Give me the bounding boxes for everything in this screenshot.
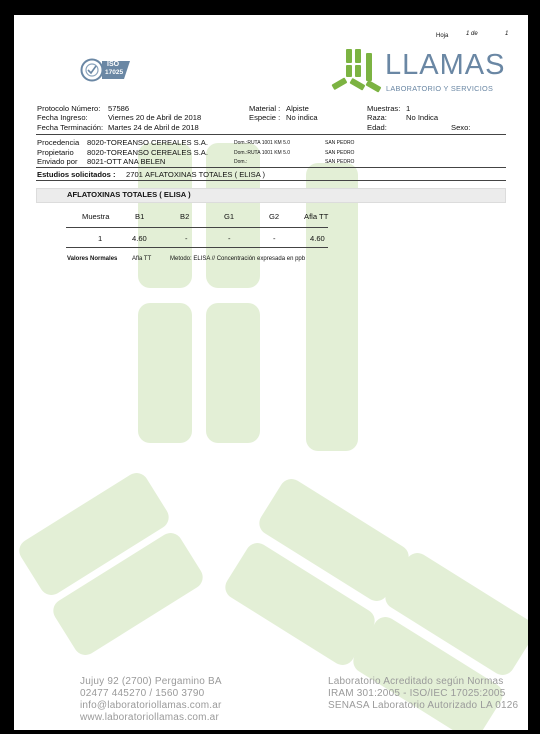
muestras-value: 1 [406, 104, 411, 113]
footer-norms: IRAM 301:2005 - ISO/IEC 17025:2005 [328, 688, 506, 699]
normal-values-analyte: Afla TT [132, 256, 152, 262]
page-shadow [528, 15, 540, 730]
col-header-b2: B2 [180, 212, 190, 221]
watermark-bar [138, 303, 192, 443]
col-header-g1: G1 [224, 212, 235, 221]
cell-b2: - [185, 234, 188, 243]
raza-value: No Indica [406, 113, 439, 122]
brand-subtitle: LABORATORIO Y SERVICIOS [386, 84, 494, 93]
enviado-city: SAN PEDRO [325, 159, 355, 165]
page-total: 1 [505, 31, 509, 37]
terminacion-label: Fecha Terminación: [37, 123, 104, 132]
material-label: Material : [249, 104, 281, 113]
col-header-aflatt: Afla TT [304, 212, 329, 221]
footer-senasa: SENASA Laboratorio Autorizado LA 0126 [328, 700, 519, 711]
normal-values-method: Metodo: ELISA // Concentración expresada en ppb [170, 256, 306, 262]
col-header-g2: G2 [269, 212, 280, 221]
iso-number: 17025 [105, 69, 124, 76]
table-divider [66, 247, 328, 248]
section-title: AFLATOXINAS TOTALES ( ELISA ) [67, 190, 191, 199]
propietario-value: 8020-TOREANSO CEREALES S.A. [87, 148, 208, 157]
divider [36, 167, 506, 168]
cell-muestra: 1 [98, 234, 103, 243]
enviado-value: 8021-OTT ANA BELEN [87, 157, 166, 166]
watermark-bar [306, 163, 358, 451]
ingreso-value: Viernes 20 de Abril de 2018 [108, 113, 202, 122]
iso-badge [80, 57, 132, 83]
divider [36, 134, 506, 135]
footer-phone: 02477 445270 / 1560 3790 [80, 688, 205, 699]
propietario-label: Propietario [37, 148, 74, 157]
enviado-label: Enviado por [37, 157, 78, 166]
propietario-dom: Dom.:RUTA 1001 KM 5.0 [234, 150, 291, 156]
page-of: 1 de [466, 31, 478, 37]
terminacion-value: Martes 24 de Abril de 2018 [108, 123, 199, 132]
footer-email: info@laboratoriollamas.com.ar [80, 700, 222, 711]
ingreso-label: Fecha Ingreso: [37, 113, 88, 122]
cell-b1: 4.60 [132, 234, 147, 243]
col-header-muestra: Muestra [82, 212, 110, 221]
protocolo-label: Protocolo Número: [37, 104, 101, 113]
brand-logo [330, 49, 520, 97]
logo-mark-icon [330, 49, 388, 93]
especie-label: Especie : [249, 113, 281, 122]
brand-name: LLAMAS [385, 49, 506, 81]
edad-label: Edad: [367, 123, 387, 132]
muestras-label: Muestras: [367, 104, 401, 113]
studies-name: AFLATOXINAS TOTALES ( ELISA ) [145, 170, 265, 179]
procedencia-label: Procedencia [37, 138, 80, 147]
footer-website: www.laboratoriollamas.com.ar [80, 712, 219, 723]
results-table [66, 208, 328, 248]
enviado-dom: Dom.: [234, 159, 248, 165]
iso-text: ISO [107, 61, 120, 68]
sexo-label: Sexo: [451, 123, 471, 132]
cell-aflatt: 4.60 [310, 234, 325, 243]
col-header-b1: B1 [135, 212, 145, 221]
procedencia-value: 8020-TOREANSO CEREALES S.A. [87, 138, 208, 147]
especie-value: No indica [286, 113, 318, 122]
cell-g2: - [273, 234, 276, 243]
normal-values-label: Valores Normales [67, 256, 118, 262]
footer-address: Jujuy 92 (2700) Pergamino BA [80, 676, 222, 687]
studies-label: Estudios solicitados : [37, 170, 116, 179]
protocolo-value: 57586 [108, 104, 130, 113]
report-page [14, 15, 528, 730]
raza-label: Raza: [367, 113, 387, 122]
procedencia-dom: Dom.:RUTA 1001 KM 5.0 [234, 140, 291, 146]
watermark-bar [206, 303, 260, 443]
hoja-label: Hoja [436, 33, 449, 39]
divider [36, 180, 506, 181]
studies-code: 2701 [126, 170, 143, 179]
procedencia-city: SAN PEDRO [325, 140, 355, 146]
table-divider [66, 227, 328, 228]
material-value: Alpiste [286, 104, 309, 113]
cell-g1: - [228, 234, 231, 243]
footer-accreditation: Laboratorio Acreditado según Normas [328, 676, 504, 687]
propietario-city: SAN PEDRO [325, 150, 355, 156]
